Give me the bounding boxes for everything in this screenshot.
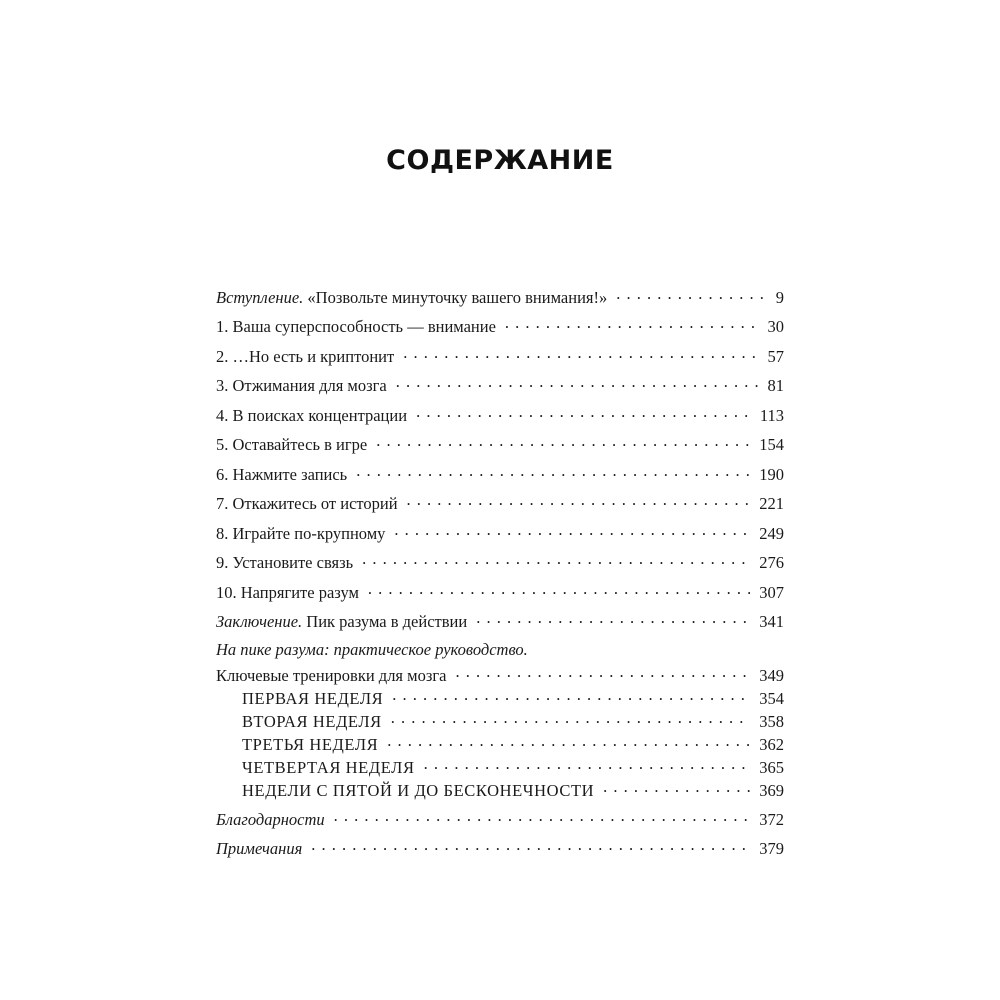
- toc-entry-page: 57: [767, 346, 784, 366]
- dot-leader: [505, 316, 759, 333]
- toc-entry-text: 3. Отжимания для мозга: [216, 376, 387, 395]
- toc-entry-text: 2. …Но есть и криптонит: [216, 346, 395, 366]
- toc-entry-page: 154: [759, 435, 784, 454]
- toc-entry-page: 190: [759, 464, 784, 484]
- toc-entry-chapter: [216, 434, 784, 464]
- toc-entry-page: 365: [759, 757, 784, 777]
- toc-entry-prefix: Заключение.: [216, 612, 303, 631]
- toc-entry-week: [216, 756, 784, 779]
- dot-leader: [407, 493, 751, 510]
- dot-leader: [424, 756, 751, 773]
- toc-entry-chapter: [216, 463, 784, 493]
- toc-entry-page: 358: [759, 711, 784, 731]
- toc-entry-page: 249: [759, 523, 784, 543]
- dot-leader: [391, 710, 750, 727]
- toc-entry-page: 221: [759, 494, 784, 513]
- toc-entry-page: 113: [759, 405, 784, 425]
- toc-entry-chapter: [216, 552, 784, 582]
- toc-entry-page: 341: [759, 612, 784, 631]
- toc-entry-chapter: [216, 345, 784, 375]
- dot-leader: [387, 733, 750, 750]
- toc-entry-week: [216, 710, 784, 733]
- toc-entry-chapter: [216, 522, 784, 552]
- dot-leader: [403, 345, 758, 362]
- dot-leader: [455, 664, 750, 681]
- toc-entry-text: 7. Откажитесь от историй: [216, 494, 398, 513]
- dot-leader: [362, 552, 750, 569]
- toc-entry-page: 30: [767, 317, 784, 336]
- toc-entry-text: 9. Установите связь: [216, 553, 354, 572]
- toc-entry-chapter: [216, 375, 784, 405]
- dot-leader: [416, 404, 751, 421]
- dot-leader: [396, 375, 759, 392]
- toc-entry-text: 8. Играйте по-крупному: [216, 523, 386, 543]
- toc-entry-text: Ключевые тренировки для мозга: [216, 665, 447, 685]
- toc-entry-text: ВТОРАЯ НЕДЕЛЯ: [242, 711, 382, 731]
- toc-entry-page: 379: [759, 839, 784, 858]
- toc-entry-text: НЕДЕЛИ С ПЯТОЙ И ДО БЕСКОНЕЧНОСТИ: [242, 780, 595, 800]
- toc-entry-chapter: [216, 316, 784, 346]
- toc-entry-notes: [216, 838, 784, 868]
- toc-entry-page: 81: [767, 376, 784, 395]
- toc-entry-text: ПЕРВАЯ НЕДЕЛЯ: [242, 688, 384, 708]
- dot-leader: [334, 808, 751, 825]
- toc-entry-page: 276: [759, 553, 784, 572]
- dot-leader: [368, 581, 750, 598]
- page-title: СОДЕРЖАНИЕ: [386, 145, 614, 176]
- toc-entry-text: ТРЕТЬЯ НЕДЕЛЯ: [242, 734, 379, 754]
- toc-entry-chapter: [216, 404, 784, 434]
- dot-leader: [476, 611, 750, 628]
- toc-entry-text: ЧЕТВЕРТАЯ НЕДЕЛЯ: [242, 757, 415, 777]
- dot-leader: [311, 838, 750, 855]
- toc-entry-week: [216, 733, 784, 756]
- toc-entry-text: 1. Ваша суперспособность — внимание: [216, 317, 496, 336]
- toc-entry-text: 4. В поисках концентрации: [216, 405, 408, 425]
- toc-entry-conclusion: [216, 611, 784, 641]
- toc-entry-text: Примечания: [216, 839, 303, 858]
- dot-leader: [394, 522, 750, 539]
- toc-entry-prefix: Вступление.: [216, 287, 304, 307]
- toc-entry-text: 6. Нажмите запись: [216, 464, 348, 484]
- toc-entry-week: [216, 687, 784, 710]
- dot-leader: [616, 286, 767, 303]
- toc-entry-text: 5. Оставайтесь в игре: [216, 435, 368, 454]
- toc-entry-guide-main: [216, 664, 784, 687]
- toc-entry-text: Пик разума в действии: [302, 612, 468, 631]
- toc-entry-intro: [216, 286, 784, 316]
- toc-entry-text: Благодарности: [216, 809, 325, 829]
- toc-entry-chapter: [216, 581, 784, 611]
- toc-entry-text: 10. Напрягите разум: [216, 582, 359, 602]
- toc-entry-label: [216, 612, 467, 632]
- toc-entry-chapter: [216, 493, 784, 523]
- dot-leader: [392, 687, 750, 704]
- toc-entry-week: [216, 779, 784, 802]
- toc-entry-page: 362: [759, 734, 784, 754]
- toc-entry-page: 349: [759, 665, 784, 685]
- toc-entry-acknowledgements: [216, 808, 784, 838]
- dot-leader: [603, 779, 750, 796]
- toc-entry-label: [216, 288, 607, 308]
- dot-leader: [376, 434, 750, 451]
- toc-entry-page: 372: [759, 809, 784, 829]
- toc-entry-page: 369: [759, 780, 784, 800]
- guide-heading: На пике разума: практическое руководство.: [216, 640, 528, 659]
- toc-entry-text: «Позвольте минуточку вашего внимания!»: [303, 287, 608, 307]
- toc-entry-page: 354: [759, 688, 784, 708]
- table-of-contents: [216, 286, 784, 867]
- toc-entry-page: 307: [759, 582, 784, 602]
- toc-entry-page: 9: [775, 287, 784, 307]
- dot-leader: [356, 463, 750, 480]
